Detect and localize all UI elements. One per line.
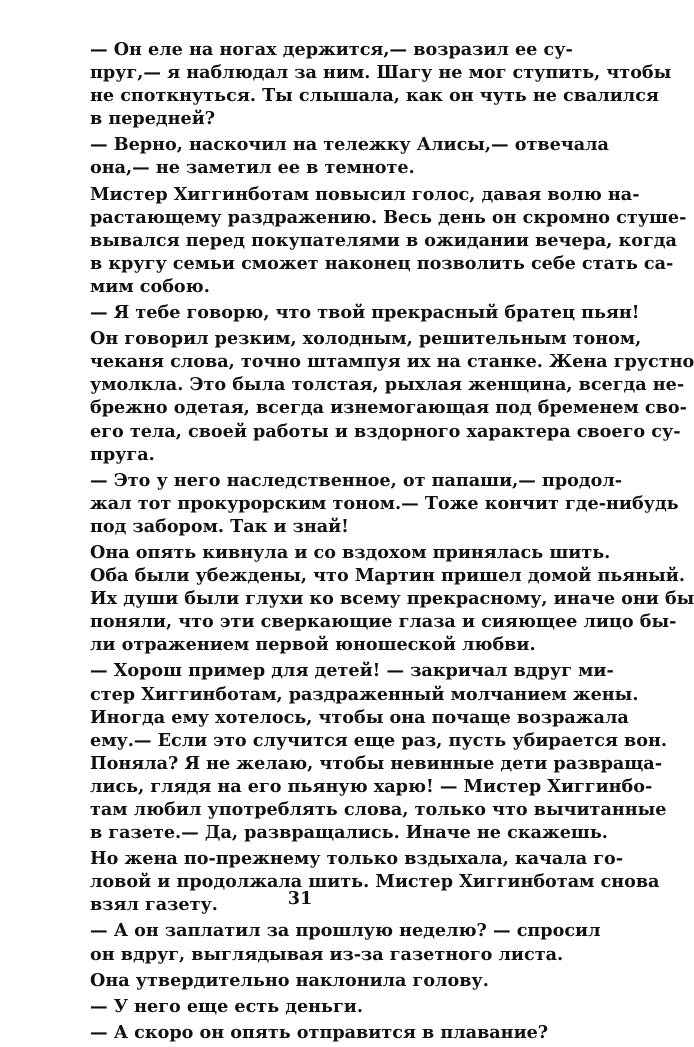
text-line: ловой и продолжала шить. Мистер Хиггинботам снова (90, 871, 660, 893)
text-line: Она утвердительно наклонила голову. (90, 969, 489, 991)
text-line: она,— не заметил ее в темноте. (90, 157, 415, 179)
text-line: мим собою. (90, 275, 210, 297)
text-line: умолкла. Это была толстая, рыхлая женщина, всегда не- (90, 374, 685, 396)
text-line: вывался перед покупателями в ожидании вечера, когда (90, 229, 677, 251)
paragraph (68, 969, 540, 992)
text-line: — Верно, наскочил на тележку Алисы,— отвечала (90, 134, 609, 156)
text-line: — Он еле на ногах держится,— возразил ее су- (90, 39, 573, 60)
text-line: стер Хиггинботам, раздраженный молчанием жены. (90, 683, 639, 705)
text-line: брежно одетая, всегда изнемогающая под бременем сво- (90, 397, 687, 419)
text-line: его тела, своей работы и вздорного характера своего су- (90, 420, 681, 442)
paragraph (68, 919, 601, 965)
text-line: Их души были глухи ко всему прекрасному, иначе они бы (90, 588, 694, 610)
text-line: взял газету. (90, 894, 218, 916)
paragraph (68, 659, 667, 844)
text-line: в кругу семьи сможет наконец позволить себе стать са- (90, 252, 674, 274)
paragraph (68, 469, 679, 538)
text-line: в газете.— Да, развращались. Иначе не скажешь. (90, 822, 608, 844)
text-line: поняли, что эти сверкающие глаза и сияющее лицо бы- (90, 611, 677, 633)
paragraph (68, 541, 694, 656)
text-line: — Хорош пример для детей! — закричал вдруг ми- (90, 660, 614, 682)
text-line: он вдруг, выглядывая из-за газетного листа. (90, 943, 564, 965)
paragraph (68, 183, 687, 298)
paragraph (68, 327, 694, 466)
text-line: жал тот прокурорским тоном.— Тоже кончит где-нибудь (90, 492, 679, 514)
text-line: — А он заплатил за прошлую неделю? — спросил (90, 920, 601, 942)
text-line: там любил употреблять слова, только что вычитанные (90, 799, 667, 820)
text-line: в передней? (90, 108, 216, 130)
paragraph (68, 301, 640, 324)
text-line: Он говорил резким, холодным, решительным тоном, (90, 328, 642, 350)
text-line: — А скоро он опять отправится в плавание? (90, 1021, 549, 1043)
text-line: чеканя слова, точно штампуя их на станке. Жена грустно (90, 351, 694, 373)
paragraph (68, 38, 672, 130)
text-line: — Я тебе говорю, что твой прекрасный братец пьян! (90, 302, 640, 324)
text-line: Иногда ему хотелось, чтобы она почаще возражала (90, 706, 629, 728)
page-number: 31 (287, 888, 313, 909)
text-line: Но жена по-прежнему только вздыхала, качала го- (90, 848, 624, 870)
text-line: Она опять кивнула и со вздохом принялась шить. (90, 541, 611, 563)
text-line: ему.— Если это случится еще раз, пусть убирается вон. (90, 729, 667, 751)
paragraph (68, 995, 540, 1018)
text-line: ли отражением первой юношеской любви. (90, 634, 536, 656)
text-line: растающему раздражению. Весь день он скромно стуше- (90, 206, 687, 228)
text-line: Оба были убеждены, что Мартин пришел домой пьяный. (90, 565, 685, 587)
text-line: Мистер Хиггинботам повысил голос, давая волю на- (90, 183, 640, 205)
text-line: — У него еще есть деньги. (90, 995, 363, 1017)
paragraph (68, 1021, 549, 1044)
text-line: лись, глядя на его пьяную харю! — Мистер Хиггинбо- (90, 775, 653, 797)
text-line: пруга. (90, 443, 155, 465)
text-line: пруг,— я наблюдал за ним. Шагу не мог ступить, чтобы (90, 62, 672, 84)
text-line: — Это у него наследственное, от папаши,— продол- (90, 469, 623, 491)
paragraph (68, 133, 609, 179)
text-line: не споткнуться. Ты слышала, как он чуть не свалился (90, 85, 659, 107)
text-line: Поняла? Я не желаю, чтобы невинные дети развраща- (90, 752, 663, 774)
text-line: под забором. Так и знай! (90, 515, 349, 537)
